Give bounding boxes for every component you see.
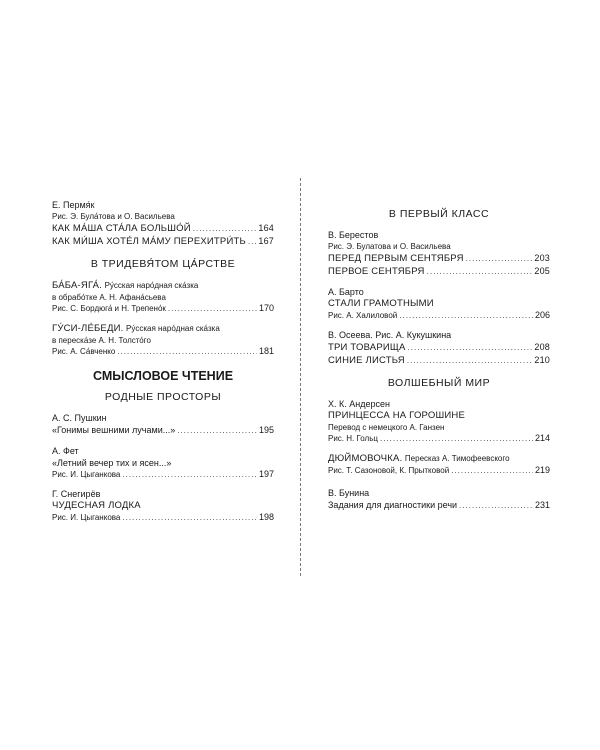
illustrator: Рис. И. Цыганкова [52,470,121,479]
toc-entry-andersen [328,399,550,444]
illustrator: Рис. С. Бордюга́ и Н. Трепено́к [52,304,166,313]
toc-line[interactable] [328,465,550,476]
toc-entry-gusi-lebedi [52,323,274,357]
toc-entry-oseeva [328,330,550,367]
toc-line[interactable] [52,346,274,357]
toc-line[interactable] [328,354,550,367]
left-column [52,200,274,532]
toc-entry-snegirev [52,489,274,523]
toc-entry-baba-yaga [52,280,274,314]
page-number: 231 [534,500,550,510]
toc-entry-fet [52,446,274,480]
title: КАК МА́ША СТА́ЛА БОЛЬШО́Й [52,223,191,234]
section-heading: В ПЕРВЫЙ КЛАСС [388,208,490,220]
page-number: 181 [258,346,274,356]
toc-line[interactable] [52,222,274,235]
title: БА́БА-ЯГА́. [52,280,103,291]
page-number: 198 [258,512,274,522]
page-number: 167 [258,236,274,246]
title: ПЕРЕД ПЕРВЫМ СЕНТЯБРЯ [328,253,464,264]
illustrator: Рис. А. Са́вченко [52,347,116,356]
page-divider [300,178,301,576]
illustrator: Рис. Э. Булатова и О. Васильева [328,242,451,251]
title: СИНИЕ ЛИСТЬЯ [328,355,405,366]
toc-line[interactable] [328,265,550,278]
dot-leader [122,512,257,523]
title: ЧУДЕСНАЯ ЛОДКА [52,500,141,511]
title: КАК МИ́ША ХОТЕ́Л МА́МУ ПЕРЕХИТРИ́ТЬ [52,236,246,247]
title: Задания для диагностики речи [328,500,458,510]
page-number: 219 [534,465,550,475]
page-number: 195 [258,425,274,435]
page-number: 197 [258,469,274,479]
toc-line[interactable] [328,310,550,321]
author: В. Бунина [328,488,370,498]
dot-leader [168,303,257,314]
author: Г. Снегирёв [52,489,101,499]
author: Х. К. Андерсен [328,399,390,409]
illustrator: Рис. Т. Сазоновой, К. Прытковой [328,466,450,475]
dot-leader [427,266,533,278]
dot-leader [117,346,257,357]
toc-entry-berestov [328,230,550,278]
title: ГУ́СИ-ЛЕ́БЕДИ. [52,323,124,334]
title: ПЕРВОЕ СЕНТЯБРЯ [328,266,425,277]
page-number: 206 [534,310,550,320]
dot-leader [408,342,533,354]
dot-leader [399,310,533,321]
dot-leader [193,223,257,235]
toc-entry-barto [328,287,550,321]
page-number: 205 [534,266,550,276]
retelling: Пересказ А. Тимофеевского [404,454,510,463]
toc-line[interactable] [328,341,550,354]
toc-entry-dyuymovochka [328,453,550,476]
toc-line[interactable] [328,433,550,444]
description: Ру́сская наро́дная ска́зка [104,281,199,290]
page-number: 214 [534,433,550,443]
toc-line[interactable] [328,252,550,265]
section-heading: ВОЛШЕБНЫЙ МИР [387,377,491,389]
toc-entry-bunina [328,488,550,512]
page-number: 208 [534,342,550,352]
dot-leader [451,465,533,476]
title: ТРИ ТОВАРИЩА [328,342,406,353]
title: «Гонимы вешними лучами...» [52,425,176,435]
toc-line[interactable] [52,512,274,523]
page-number: 170 [258,303,274,313]
section-heading-bold: СМЫСЛОВОЕ ЧТЕНИЕ [92,369,234,383]
title: СТАЛИ ГРАМОТНЫМИ [328,298,434,309]
dot-leader [248,236,256,248]
toc-line[interactable] [328,499,550,512]
author: А. С. Пушкин [52,413,107,423]
author: Е. Пермя́к [52,200,95,210]
dot-leader [122,469,257,480]
description: в переска́зе А. Н. Толсто́го [52,336,151,345]
author: В. Осеева. Рис. А. Кукушкина [328,330,452,340]
toc-line[interactable] [52,469,274,480]
dot-leader [177,425,257,437]
right-column [328,208,550,521]
toc-entry-permyak [52,200,274,248]
section-heading: В ТРИДЕВЯ́ТОМ ЦА́РСТВЕ [90,258,236,270]
page-number: 210 [534,355,550,365]
author: А. Фет [52,446,79,456]
dot-leader [459,500,533,512]
page-number: 203 [534,253,550,263]
section-heading: РОДНЫЕ ПРОСТОРЫ [104,391,222,403]
title: «Летний вечер тих и ясен...» [52,458,172,468]
page-number: 164 [258,223,274,233]
dot-leader [380,433,533,444]
title: ПРИНЦЕССА НА ГОРОШИНЕ [328,410,465,421]
toc-line[interactable] [52,303,274,314]
author: А. Барто [328,287,364,297]
dot-leader [407,355,533,367]
illustrator: Рис. И. Цыганкова [52,513,121,522]
author: В. Берестов [328,230,379,240]
toc-entry-pushkin [52,413,274,437]
description: Ру́сская наро́дная ска́зка [126,324,220,333]
toc-line[interactable] [52,235,274,248]
description: в обрабо́тке А. Н. Афана́сьева [52,293,166,302]
illustrator: Рис. Э. Була́това и О. Васильева [52,212,175,221]
dot-leader [466,253,533,265]
translator: Перевод с немецкого А. Ганзен [328,423,445,432]
illustrator: Рис. Н. Гольц [328,434,378,443]
illustrator: Рис. А. Халиловой [328,311,398,320]
toc-line[interactable] [52,424,274,437]
title: ДЮЙМОВОЧКА. [328,453,403,464]
